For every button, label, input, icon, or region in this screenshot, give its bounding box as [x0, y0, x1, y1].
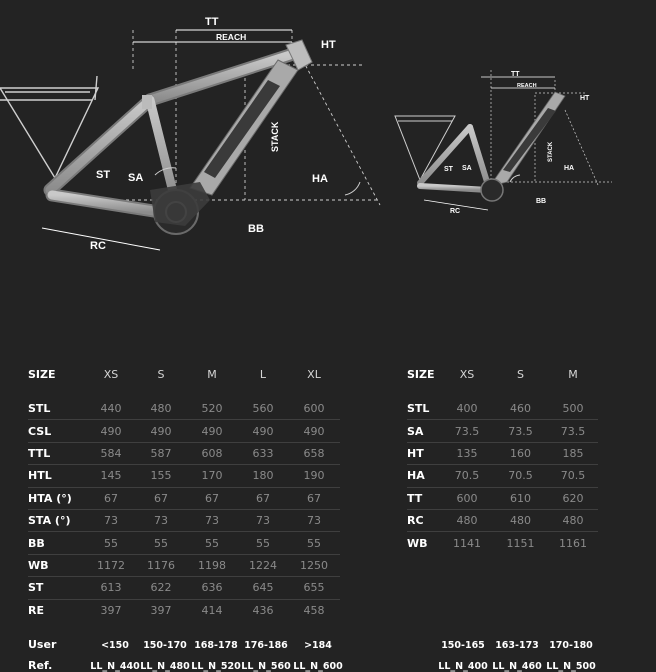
right-table-cell: 70.5: [441, 465, 493, 487]
right-table-cell: 70.5: [548, 465, 598, 487]
size-label: SIZE: [28, 367, 56, 381]
label-stack: STACK: [270, 121, 280, 152]
left-table-row-label: TTL: [28, 442, 86, 464]
user-xl: >184: [304, 640, 332, 651]
left-table-cell: 584: [86, 442, 136, 464]
left-table-cell: 180: [238, 465, 288, 487]
user-label: User: [28, 638, 57, 651]
left-table-row: [28, 442, 340, 464]
right-table-cell: 480: [493, 509, 548, 531]
left-table-row-label: HTL: [28, 465, 86, 487]
label-stack-small: STACK: [548, 141, 554, 162]
left-table-cell: 608: [186, 442, 238, 464]
right-table-cell: 480: [548, 509, 598, 531]
left-table-cell: 645: [238, 577, 288, 599]
ref-label: Ref.: [28, 659, 53, 672]
left-table-cell: 73: [136, 509, 186, 531]
size-s-right: S: [517, 367, 524, 381]
size-m: M: [207, 367, 217, 381]
label-ha-small: HA: [564, 165, 575, 172]
left-table-cell: 73: [288, 509, 340, 531]
left-table-row-label: ST: [28, 577, 86, 599]
left-table-row: [28, 487, 340, 509]
size-m-right: M: [568, 367, 578, 381]
left-table-cell: 458: [303, 603, 325, 617]
ref-s-right: LL_N_460: [492, 661, 542, 672]
user-xs-right: 150-165: [441, 640, 485, 651]
left-table-cell: 55: [86, 532, 136, 554]
left-table-cell: 600: [288, 398, 340, 420]
right-table-cell: 610: [493, 487, 548, 509]
left-table-row-label: WB: [28, 554, 86, 576]
geometry-table-right: [407, 362, 598, 554]
label-rc-small: RC: [450, 208, 461, 215]
label-sa: SA: [128, 172, 144, 184]
right-table-cell: 620: [548, 487, 598, 509]
left-table-row-label: RE: [28, 603, 44, 617]
left-table-cell: 170: [186, 465, 238, 487]
ref-xs: LL_N_440: [90, 661, 140, 672]
left-table-cell: 613: [86, 577, 136, 599]
right-table-cell: 1141: [453, 536, 481, 550]
label-ht: HT: [321, 39, 336, 51]
left-table-cell: 490: [238, 420, 288, 442]
ref-xl: LL_N_600: [293, 661, 343, 672]
right-table-cell: 160: [493, 442, 548, 464]
size-l: L: [259, 367, 267, 381]
left-table-cell: 587: [136, 442, 186, 464]
left-table-cell: 55: [136, 532, 186, 554]
left-table-cell: 397: [150, 603, 172, 617]
left-table-cell: 73: [238, 509, 288, 531]
left-table-cell: 658: [288, 442, 340, 464]
right-table-row: [407, 532, 598, 554]
left-table-cell: 436: [252, 603, 274, 617]
user-l: 176-186: [244, 640, 288, 651]
ref-m-right: LL_N_500: [546, 661, 596, 672]
left-table-cell: 1176: [136, 554, 186, 576]
left-table-row-label: BB: [28, 532, 86, 554]
right-table-row-label: WB: [407, 536, 428, 550]
user-m-right: 170-180: [549, 640, 593, 651]
label-rc: RC: [90, 240, 106, 252]
left-table-row: [28, 420, 340, 442]
left-table-cell: 397: [100, 603, 122, 617]
size-header-row: [28, 362, 340, 386]
right-table-cell: 600: [441, 487, 493, 509]
left-table-cell: 636: [186, 577, 238, 599]
left-table-row-label: STA (°): [28, 509, 86, 531]
right-table-cell: 1161: [559, 536, 587, 550]
left-table-cell: 440: [86, 398, 136, 420]
right-table-cell: 185: [548, 442, 598, 464]
left-table-cell: 490: [136, 420, 186, 442]
right-table-cell: 73.5: [441, 420, 493, 442]
left-table-cell: 1198: [186, 554, 238, 576]
label-ha: HA: [312, 173, 328, 185]
right-table-row-label: HA: [407, 465, 441, 487]
left-table-row: [28, 577, 340, 599]
left-table-cell: 190: [288, 465, 340, 487]
left-table-cell: 67: [186, 487, 238, 509]
left-table-cell: 1224: [238, 554, 288, 576]
left-table-cell: 73: [186, 509, 238, 531]
user-s: 150-170: [143, 640, 187, 651]
left-table-row: [28, 532, 340, 554]
right-table-row-label: RC: [407, 509, 441, 531]
left-table-cell: 480: [136, 398, 186, 420]
user-ref-section: [0, 636, 656, 671]
left-table-row: [28, 398, 340, 420]
right-table-row: [407, 420, 598, 442]
left-table-cell: 655: [288, 577, 340, 599]
left-table-cell: 622: [136, 577, 186, 599]
left-table-row-label: CSL: [28, 420, 86, 442]
ref-m: LL_N_520: [191, 661, 241, 672]
label-reach: REACH: [216, 32, 247, 42]
lowstep-frame-diagram: [395, 70, 612, 215]
right-table-row: [407, 442, 598, 464]
left-table-cell: 490: [86, 420, 136, 442]
ref-xs-right: LL_N_400: [438, 661, 488, 672]
label-tt: TT: [205, 16, 219, 28]
left-table-cell: 1172: [86, 554, 136, 576]
right-table-row: [407, 398, 598, 420]
left-table-cell: 67: [288, 487, 340, 509]
ref-l: LL_N_560: [241, 661, 291, 672]
right-table-cell: 1151: [506, 536, 535, 550]
left-table-cell: 67: [86, 487, 136, 509]
left-table-row: [28, 599, 340, 621]
right-table-row: [407, 465, 598, 487]
left-table-cell: 520: [186, 398, 238, 420]
left-table-row: [28, 509, 340, 531]
label-tt-small: TT: [511, 71, 520, 78]
size-xs: XS: [103, 367, 119, 381]
label-sa-small: SA: [462, 165, 472, 172]
right-table-cell: 73.5: [548, 420, 598, 442]
left-table-cell: 155: [136, 465, 186, 487]
user-s-right: 163-173: [495, 640, 539, 651]
label-st: ST: [96, 169, 111, 181]
label-bb-small: BB: [536, 198, 547, 205]
left-table-cell: 55: [288, 532, 340, 554]
ref-s: LL_N_480: [140, 661, 190, 672]
left-table-cell: 55: [238, 532, 288, 554]
left-table-cell: 73: [86, 509, 136, 531]
geometry-table-left: [28, 362, 340, 621]
left-table-cell: 414: [201, 603, 223, 617]
left-table-row: [28, 465, 340, 487]
size-xs-right: XS: [459, 367, 475, 381]
left-table-cell: 67: [136, 487, 186, 509]
user-m: 168-178: [194, 640, 238, 651]
left-table-cell: 490: [288, 420, 340, 442]
label-bb: BB: [248, 223, 264, 235]
right-table-cell: 70.5: [493, 465, 548, 487]
left-table-row-label: HTA (°): [28, 487, 86, 509]
left-table-cell: 633: [238, 442, 288, 464]
left-table-row: [28, 554, 340, 576]
right-table-row-label: SA: [407, 420, 441, 442]
left-table-cell: 560: [238, 398, 288, 420]
size-header-row-right: [407, 362, 598, 386]
right-table-row: [407, 509, 598, 531]
right-table-cell: 135: [441, 442, 493, 464]
label-reach-small: REACH: [517, 83, 537, 89]
right-table-row-label: STL: [407, 398, 441, 420]
size-xl: XL: [307, 367, 321, 381]
left-table-cell: 490: [186, 420, 238, 442]
user-xs: <150: [101, 640, 129, 651]
right-table-cell: 73.5: [493, 420, 548, 442]
diamond-frame-diagram: [0, 16, 380, 252]
right-table-cell: 460: [493, 398, 548, 420]
left-table-cell: 145: [86, 465, 136, 487]
right-table-row-label: TT: [407, 487, 441, 509]
right-table-cell: 400: [441, 398, 493, 420]
label-st-small: ST: [444, 166, 453, 173]
label-ht-small: HT: [580, 95, 590, 102]
right-table-row-label: HT: [407, 442, 441, 464]
right-table-cell: 480: [441, 509, 493, 531]
left-table-cell: 1250: [288, 554, 340, 576]
left-table-cell: 55: [186, 532, 238, 554]
left-table-cell: 67: [238, 487, 288, 509]
size-s: S: [157, 367, 165, 381]
right-table-cell: 500: [548, 398, 598, 420]
right-table-row: [407, 487, 598, 509]
size-label-right: SIZE: [407, 367, 435, 381]
left-table-row-label: STL: [28, 398, 86, 420]
